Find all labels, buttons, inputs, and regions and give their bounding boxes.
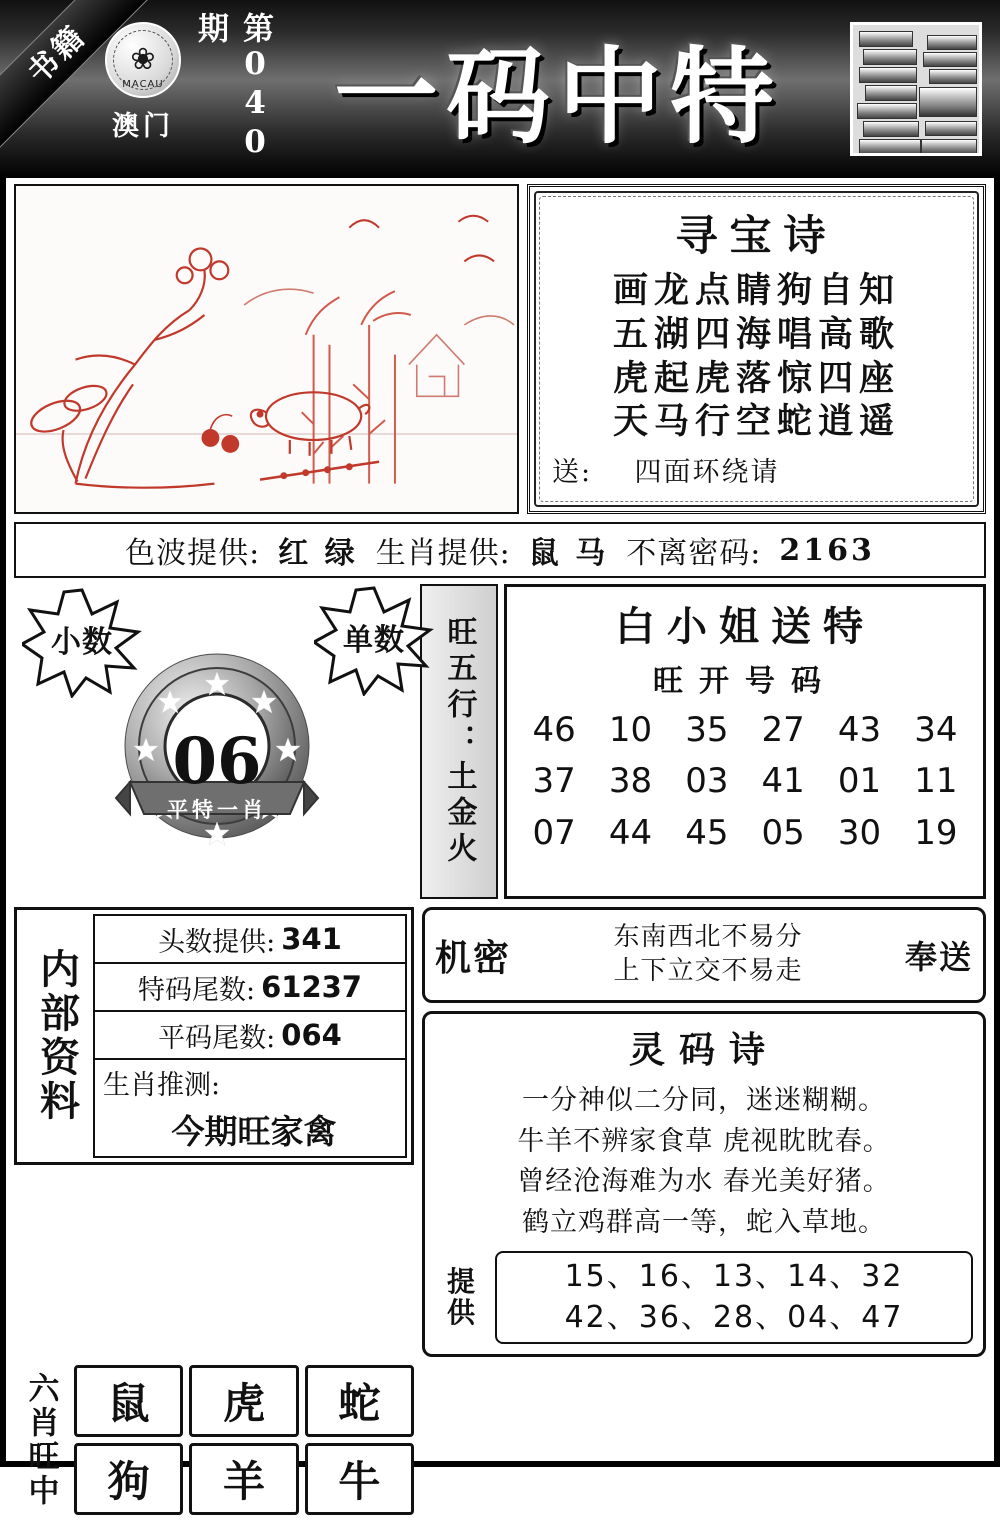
poem-send-value: 四面环绕请 xyxy=(634,457,780,488)
illustration-panel xyxy=(14,184,519,514)
seal-panel xyxy=(14,584,414,899)
right-column xyxy=(422,907,986,1357)
poster-header xyxy=(0,0,1000,178)
ling-poem-title: 灵码诗 xyxy=(628,1029,779,1071)
six-zodiac-label: 六肖旺中 xyxy=(22,1372,59,1508)
zodiac-cell: 蛇 xyxy=(305,1365,414,1437)
lady-number: 30 xyxy=(837,812,882,853)
ling-provide-numbers-row: 15、16、13、14、32 xyxy=(564,1259,904,1294)
wuxing-text: 旺五行：土金火 xyxy=(441,615,477,868)
zodiac-supply-label: 生肖提供: xyxy=(375,536,511,571)
ling-poem-line-3: 曾经沧海难为水 春光美好猪。 xyxy=(517,1166,891,1197)
inner-data-rows xyxy=(93,914,407,1158)
lady-number: 07 xyxy=(532,812,576,853)
inner-data-row xyxy=(95,1012,405,1060)
zodiac-cell: 羊 xyxy=(189,1443,298,1515)
bottom-spacer xyxy=(422,1365,986,1515)
inner-data-label: 内部资料 xyxy=(33,948,81,1124)
logo-label: 澳门 xyxy=(112,111,174,142)
ling-poem-line-1: 一分神似二分同，迷迷糊糊。 xyxy=(522,1085,886,1116)
ribbon-label: 书籍 xyxy=(0,0,157,154)
lady-number-grid xyxy=(517,706,973,858)
lady-number: 41 xyxy=(761,761,805,802)
lady-number: 01 xyxy=(837,761,882,802)
burst-odd-label: 单数 xyxy=(343,623,405,658)
code-value: 2163 xyxy=(779,532,875,568)
lady-title: 白小姐送特 xyxy=(615,603,875,650)
code-label: 不离密码: xyxy=(626,536,762,571)
six-zodiac-grid xyxy=(74,1365,414,1515)
color-wave-value: 红 绿 xyxy=(278,536,358,571)
issue-number: 第040期 xyxy=(192,12,273,163)
poem-line-3: 虎起虎落惊四座 xyxy=(612,357,900,399)
zodiac-supply-value: 鼠 马 xyxy=(528,536,609,571)
ling-provide-numbers xyxy=(495,1251,973,1344)
zodiac-cell: 鼠 xyxy=(74,1365,183,1437)
lady-number: 43 xyxy=(837,710,882,750)
lady-number: 45 xyxy=(685,812,729,853)
inner-data-row xyxy=(95,916,405,964)
special-tail-value: 61237 xyxy=(261,970,362,1004)
secret-gift-label: 奉送 xyxy=(904,938,973,976)
secret-panel xyxy=(422,907,986,1003)
ling-provide-row xyxy=(435,1251,973,1344)
ling-provide-label: 提供 xyxy=(446,1264,475,1329)
burst-small-label: 小数 xyxy=(51,625,113,660)
poem-send-label: 送: xyxy=(552,457,593,488)
zodiac-cell: 牛 xyxy=(305,1443,414,1515)
secret-line-1: 东南西北不易分 xyxy=(613,922,803,953)
logo-sub-label: MACAU xyxy=(122,79,164,90)
inner-data-label-wrap xyxy=(21,914,93,1158)
secret-lines xyxy=(521,921,895,989)
flat-tail-value: 064 xyxy=(281,1018,342,1052)
flat-tail-label: 平码尾数: xyxy=(158,1022,276,1054)
zodiac-cell: 虎 xyxy=(189,1365,298,1437)
seal-badge xyxy=(112,646,322,856)
treasure-poem-panel xyxy=(527,184,986,514)
six-zodiac-label-wrap xyxy=(14,1365,68,1515)
lotus-icon: ❀ xyxy=(130,42,156,77)
six-zodiac-row xyxy=(6,1357,994,1523)
middle-row xyxy=(6,578,994,899)
lady-number: 19 xyxy=(914,812,958,853)
lady-number: 05 xyxy=(761,812,805,853)
illustration-drawing xyxy=(16,186,517,513)
macau-logo xyxy=(88,22,198,154)
inner-data-panel xyxy=(14,907,414,1165)
inner-zodiac-block xyxy=(95,1060,405,1156)
lady-number: 03 xyxy=(685,761,729,802)
lady-number: 34 xyxy=(914,710,958,750)
info-bar xyxy=(14,522,986,578)
lady-number: 10 xyxy=(608,710,653,750)
zodiac-forecast-label: 生肖推测: xyxy=(103,1070,221,1101)
ling-poem-line-4: 鹤立鸡群高一等，蛇入草地。 xyxy=(522,1206,886,1238)
poem-line-4: 天马行空蛇逍遥 xyxy=(612,401,900,443)
lady-number: 37 xyxy=(532,761,576,802)
head-count-label: 头数提供: xyxy=(158,926,276,958)
six-zodiac-panel xyxy=(14,1365,414,1515)
logo-circle xyxy=(105,22,181,98)
secret-line-2: 上下立交不易走 xyxy=(613,956,803,986)
inner-data-row xyxy=(95,964,405,1012)
head-count-value: 341 xyxy=(281,922,342,956)
lady-number: 44 xyxy=(608,812,653,853)
burst-odd-number xyxy=(314,586,434,696)
lower-row xyxy=(6,899,994,1357)
poem-send-row xyxy=(538,450,975,489)
lady-number: 35 xyxy=(685,710,729,750)
lady-number: 46 xyxy=(532,710,576,750)
lady-numbers-panel xyxy=(504,584,986,899)
zodiac-forecast-value: 今期旺家禽 xyxy=(171,1112,337,1151)
lady-subtitle: 旺开号码 xyxy=(653,664,837,699)
poem-line-1: 画龙点睛狗自知 xyxy=(612,270,900,311)
ling-provide-numbers-row: 42、36、28、04、47 xyxy=(564,1299,904,1335)
top-row xyxy=(6,178,994,514)
silver-bars-icon xyxy=(850,22,982,156)
lady-number: 11 xyxy=(914,761,958,802)
lady-number: 38 xyxy=(608,761,653,802)
color-wave-label: 色波提供: xyxy=(125,536,261,571)
seal-number: 06 xyxy=(172,724,262,799)
ling-poem-line-2: 牛羊不辨家食草 虎视眈眈春。 xyxy=(517,1125,891,1157)
secret-title: 机密 xyxy=(435,936,512,979)
zodiac-cell: 狗 xyxy=(74,1443,183,1515)
ling-poem-panel xyxy=(422,1011,986,1357)
page-title: 一码中特 xyxy=(333,35,782,158)
poem-title: 寻宝诗 xyxy=(675,211,838,260)
special-tail-label: 特码尾数: xyxy=(137,974,256,1006)
poem-line-2: 五湖四海唱高歌 xyxy=(612,313,900,355)
seal-caption: 平特一肖 xyxy=(167,797,267,822)
lady-number: 27 xyxy=(761,710,805,750)
poster-body xyxy=(0,178,1000,1508)
